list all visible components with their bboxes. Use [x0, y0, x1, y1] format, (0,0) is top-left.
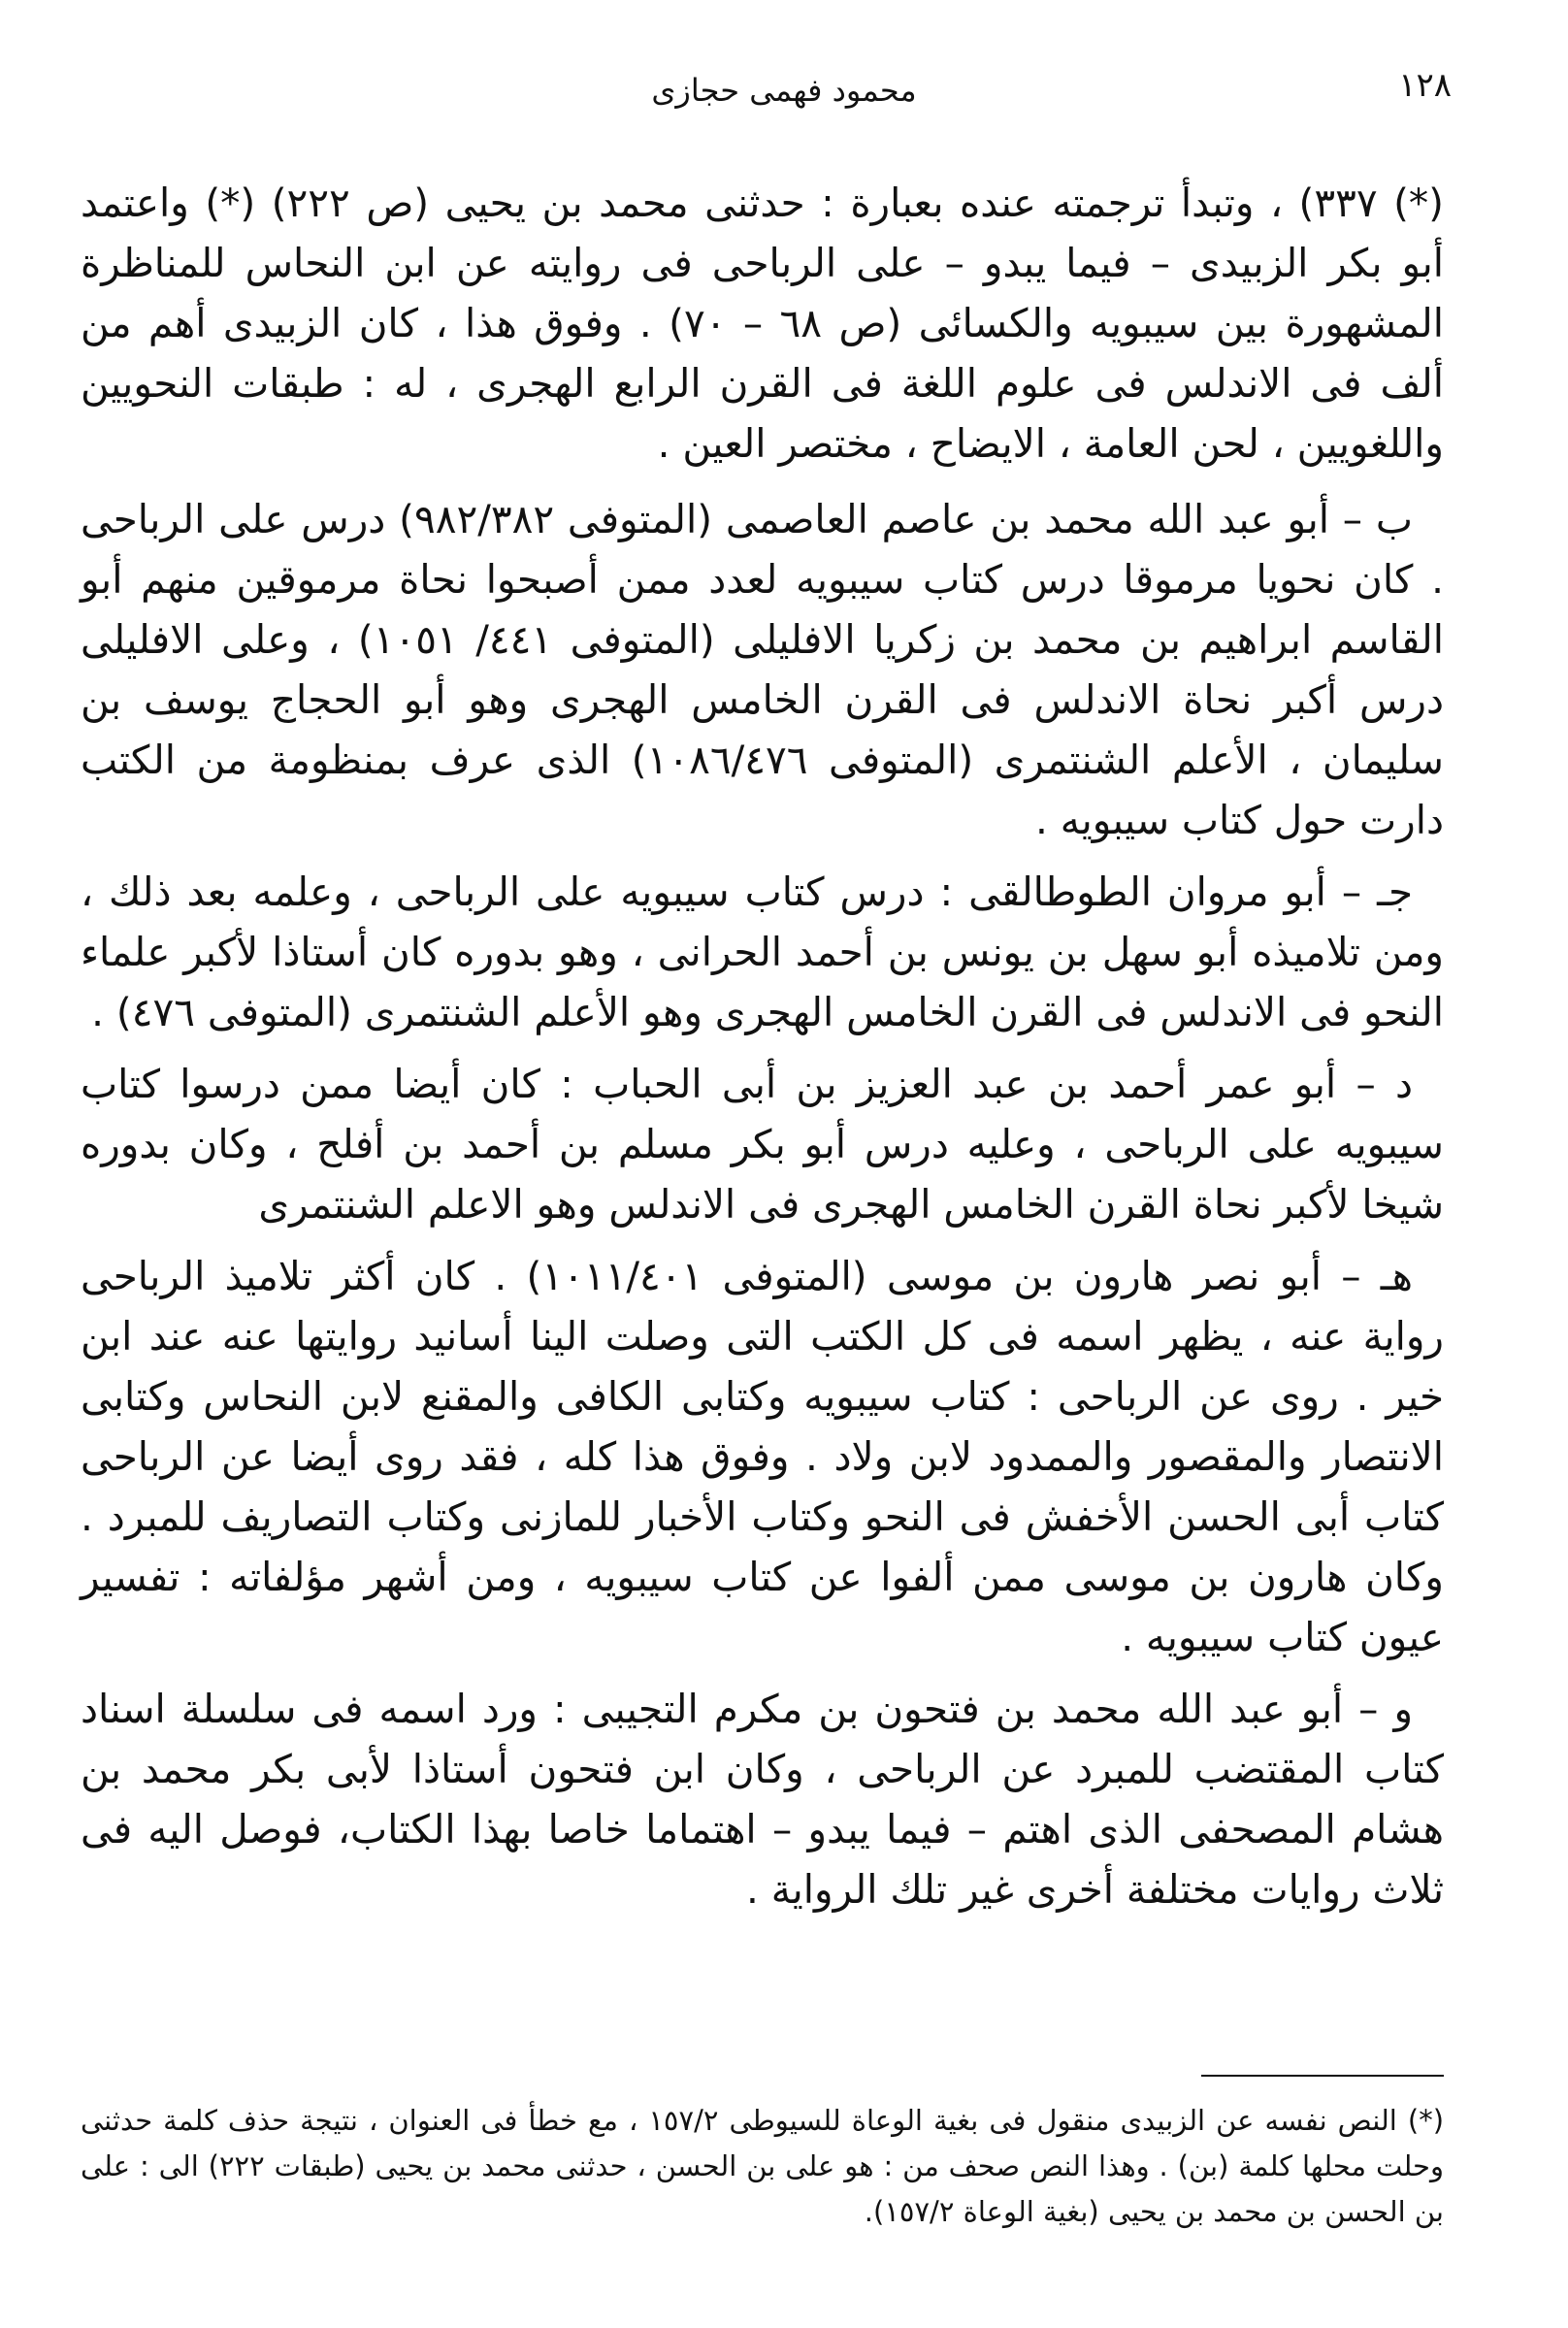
page-number: ١٢٨ [1398, 66, 1452, 105]
paragraph-j: جـ – أبو مروان الطوطالقى : درس كتاب سيبويه على الرباحى ، وعلمه بعد ذلك ، ومن تلاميذه أبو سهل بن يونس بن أحمد الحرانى ، وهو بدوره كان أستاذا لأكبر علماء النحو فى الاندلس فى القرن الخامس الهجرى وهو الأعلم الشنتمرى (المتوفى ٤٧٦) . [81, 869, 1444, 1035]
footnote-divider [1201, 2075, 1444, 2077]
running-title: محمود فهمى حجازى [651, 72, 917, 109]
paragraph-intro: (*) ٣٣٧) ، وتبدأ ترجمته عنده بعبارة : حدثنى محمد بن يحيى (ص ٢٢٢) (*) واعتمد أبو بكر الزبيدى – فيما يبدو – على الرباحى فى روايته عن ابن النحاس للمناظرة المشهورة بين سيبويه والكسائى (ص ٦٨ – ٧٠) . وفوق هذا ، كان الزبيدى أهم من ألف فى الاندلس فى علوم اللغة فى القرن الرابع الهجرى ، له : طبقات النحويين واللغويين ، لحن العامة ، الايضاح ، مختصر العين . [81, 180, 1444, 467]
footnote [81, 2098, 1444, 2235]
page-header [116, 66, 1452, 124]
paragraph-b: ب – أبو عبد الله محمد بن عاصم العاصمى (المتوفى ٩٨٢/٣٨٢) درس على الرباحى . كان نحويا مرموقا درس كتاب سيبويه لعدد ممن أصبحوا نحاة مرموقين منهم أبو القاسم ابراهيم بن محمد بن زكريا الافليلى (المتوفى ٤٤١/ ١٠٥١) ، وعلى الافليلى درس أكبر نحاة الاندلس فى القرن الخامس الهجرى وهو أبو الحجاج يوسف بن سليمان ، الأعلم الشنتمرى (المتوفى ١٠٨٦/٤٧٦) الذى عرف بمنظومة من الكتب دارت حول كتاب سيبويه . [81, 496, 1444, 843]
body-text [81, 173, 1444, 1931]
paragraph-h: هـ – أبو نصر هارون بن موسى (المتوفى ١٠١١/٤٠١) . كان أكثر تلاميذ الرباحى رواية عنه ، يظهر اسمه فى كل الكتب التى وصلت الينا أسانيد روايتها عنه عند ابن خير . روى عن الرباحى : كتاب سيبويه وكتابى الكافى والمقنع لابن النحاس وكتابى الانتصار والمقصور والممدود لابن ولاد . وفوق هذا كله ، فقد روى أيضا عن الرباحى كتاب أبى الحسن الأخفش فى النحو وكتاب الأخبار للمازنى وكتاب التصاريف للمبرد . وكان هارون بن موسى ممن ألفوا عن كتاب سيبويه ، ومن أشهر مؤلفاته : تفسير عيون كتاب سيبويه . [81, 1253, 1444, 1660]
footnote-text: (*) النص نفسه عن الزبيدى منقول فى بغية الوعاة للسيوطى ١٥٧/٢ ، مع خطأ فى العنوان ، نتيجة حذف كلمة حدثنى وحلت محلها كلمة (بن) . وهذا النص صحف من : هو على بن الحسن ، حدثنى محمد بن يحيى (طبقات ٢٢٢) الى : على بن الحسن بن محمد بن يحيى (بغية الوعاة ١٥٧/٢). [81, 2104, 1445, 2228]
paragraph-w: و – أبو عبد الله محمد بن فتحون بن مكرم التجيبى : ورد اسمه فى سلسلة اسناد كتاب المقتضب للمبرد عن الرباحى ، وكان ابن فتحون أستاذا لأبى بكر محمد بن هشام المصحفى الذى اهتم – فيما يبدو – اهتماما خاصا بهذا الكتاب، فوصل اليه فى ثلاث روايات مختلفة أخرى غير تلك الرواية . [81, 1686, 1444, 1913]
paragraph-d: د – أبو عمر أحمد بن عبد العزيز بن أبى الحباب : كان أيضا ممن درسوا كتاب سيبويه على الرباحى ، وعليه درس أبو بكر مسلم بن أحمد بن أفلح ، وكان بدوره شيخا لأكبر نحاة القرن الخامس الهجرى فى الاندلس وهو الاعلم الشنتمرى [81, 1061, 1444, 1228]
